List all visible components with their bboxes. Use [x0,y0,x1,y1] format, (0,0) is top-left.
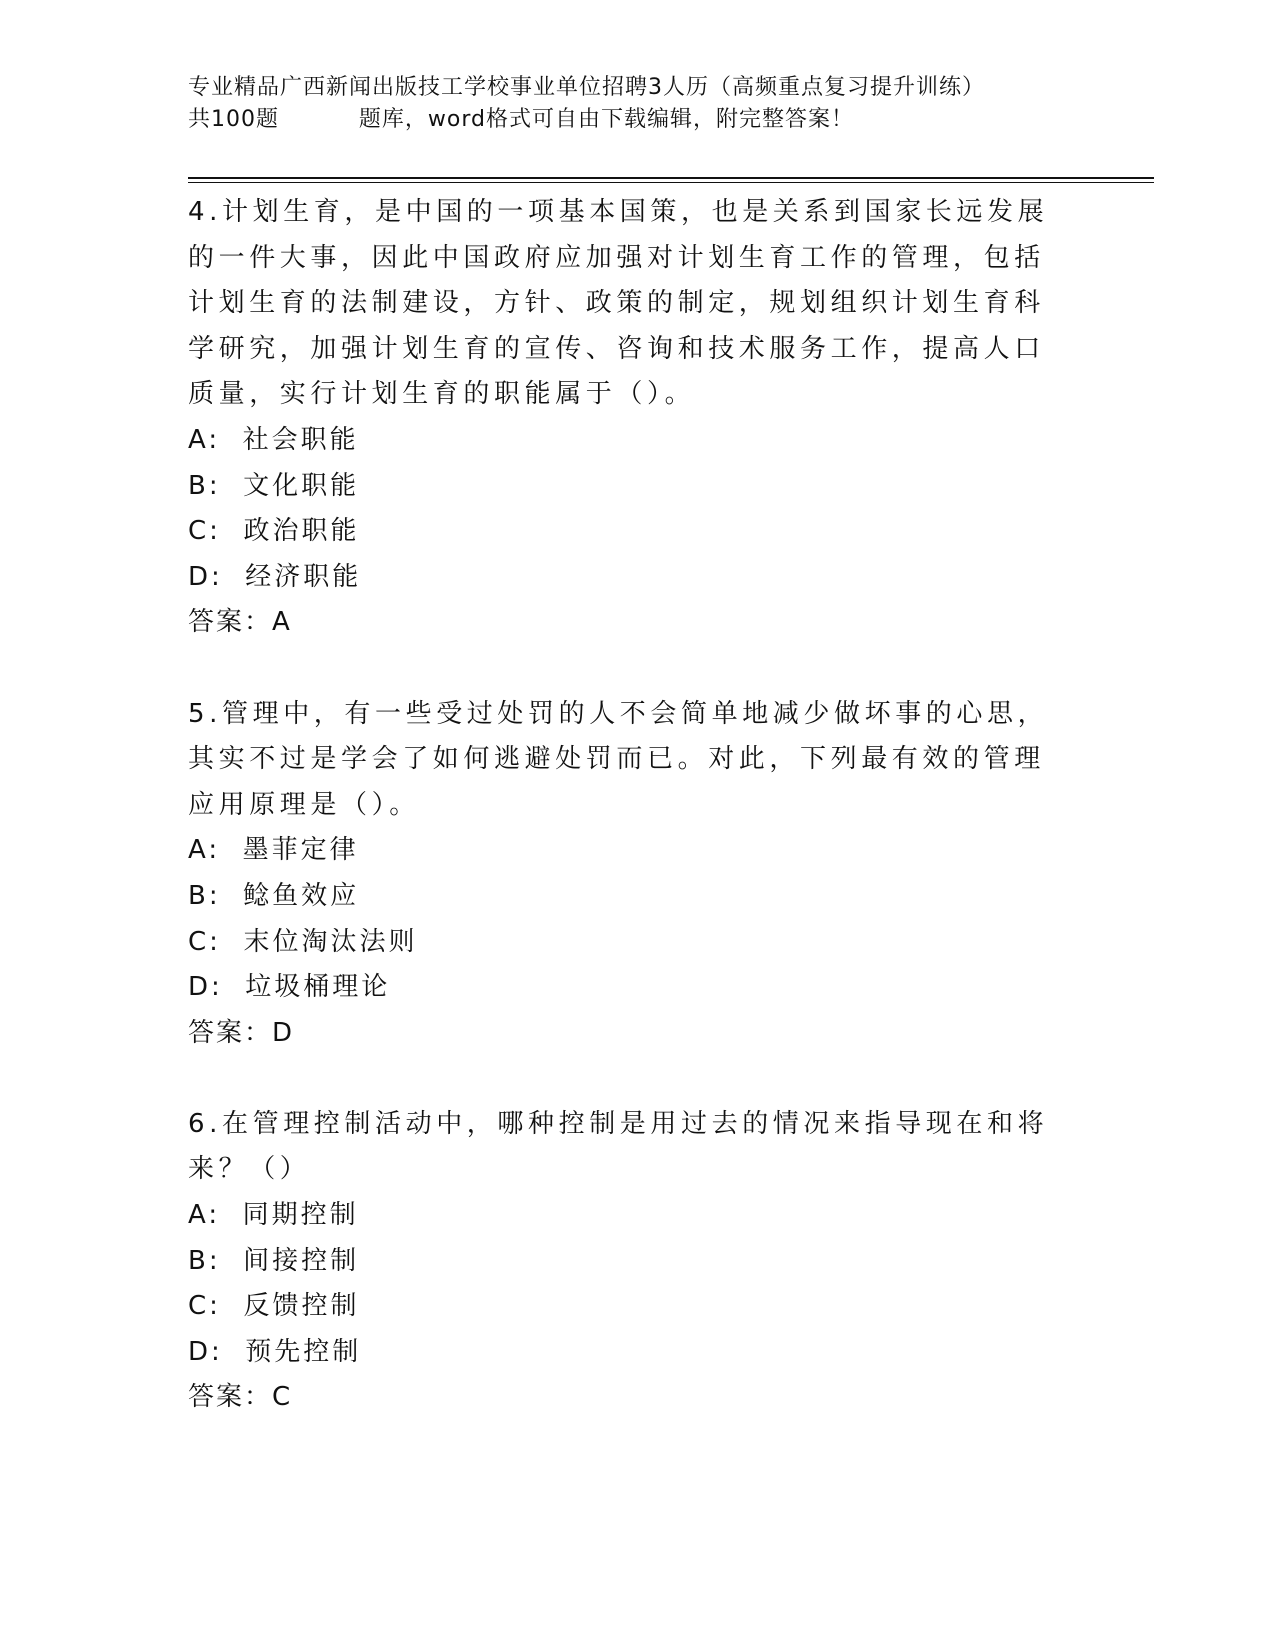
header-divider-thick [188,177,1154,179]
question-spacer [188,646,1068,692]
option-a: A: 同期控制 [188,1200,359,1231]
header-title-line: 专业精品广西新闻出版技工学校事业单位招聘3人历（高频重点复习提升训练） [188,75,985,100]
question-6 [188,1102,1068,1421]
question-spacer [188,1056,1068,1102]
answer-line: 答案：D [188,1017,295,1048]
document-header [188,72,1068,136]
header-subtitle-line: 共100题 题库，word格式可自由下载编辑，附完整答案！ [188,107,855,132]
option-c: C: 末位淘汰法则 [188,926,418,957]
question-stem: 6.在管理控制活动中，哪种控制是用过去的情况来指导现在和将来？（） [188,1108,1049,1185]
option-d: D: 经济职能 [188,561,362,592]
header-divider-thin [188,182,1154,183]
question-stem: 5.管理中，有一些受过处罚的人不会简单地减少做坏事的心思，其实不过是学会了如何逃避处罚而已。对此，下列最有效的管理应用原理是（）。 [188,698,1049,820]
question-5 [188,692,1068,1057]
option-c: C: 政治职能 [188,516,360,547]
option-a: A: 社会职能 [188,424,359,455]
option-d: D: 垃圾桶理论 [188,972,391,1003]
answer-line: 答案：C [188,1382,293,1413]
option-b: B: 间接控制 [188,1245,360,1276]
question-stem: 4.计划生育，是中国的一项基本国策，也是关系到国家长远发展的一件大事，因此中国政府应加强对计划生育工作的管理，包括计划生育的法制建设，方针、政策的制定，规划组织计划生育科学研究，加强计划生育的宣传、咨询和技术服务工作，提高人口质量，实行计划生育的职能属于（）。 [188,197,1049,410]
option-b: B: 鲶鱼效应 [188,880,360,911]
option-a: A: 墨菲定律 [188,835,359,866]
option-d: D: 预先控制 [188,1336,362,1367]
answer-line: 答案：A [188,607,292,638]
question-4 [188,190,1068,646]
option-b: B: 文化职能 [188,470,360,501]
question-list [188,190,1068,1421]
option-c: C: 反馈控制 [188,1291,360,1322]
